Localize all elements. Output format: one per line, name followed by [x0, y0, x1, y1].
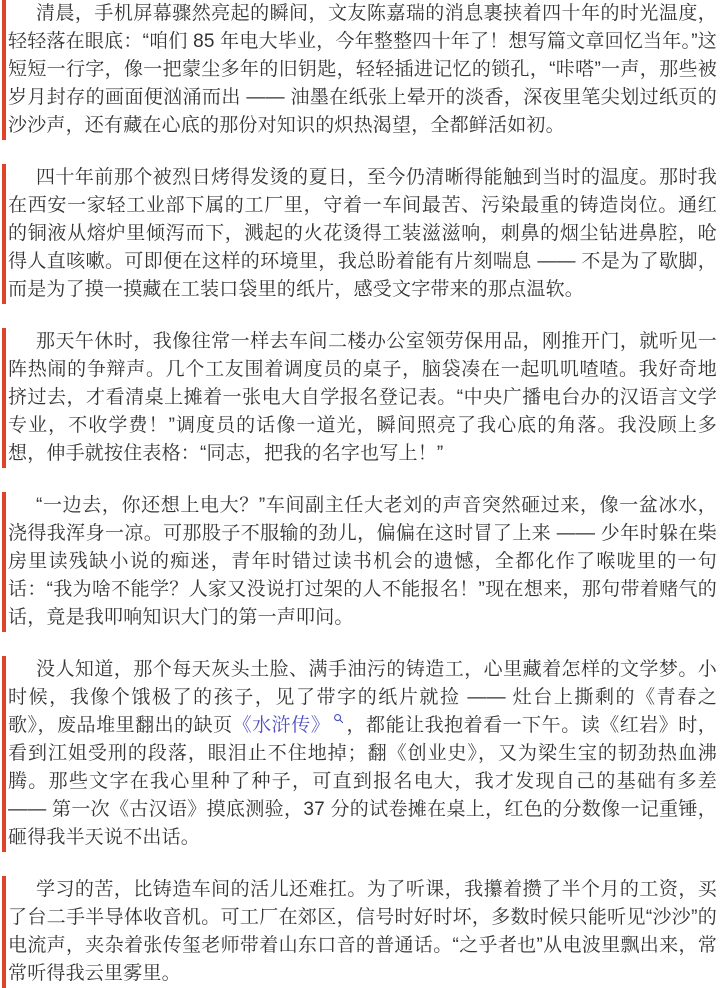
paragraph-5	[2, 656, 717, 852]
paragraph-3: 那天午休时，我像往常一样去车间二楼办公室领劳保用品，刚推开门，就听见一阵热闹的争辩声。几个工友围着调度员的桌子，脑袋凑在一起叽叽喳喳。我好奇地挤过去，才看清桌上摊着一张电大自学报名登记表。“中央广播电台办的汉语言文学专业，不收学费！”调度员的话像一道光，瞬间照亮了我心底的角落。我没顾上多想，伸手就按住表格：“同志，把我的名字也写上！”	[2, 328, 717, 468]
paragraph-text: ，都能让我抱着看一下午。读《红岩》时，看到江姐受刑的段落，眼泪止不住地掉；翻《创业史》，又为梁生宝的韧劲热血沸腾。那些文字在我心里种了种子，可直到报名电大，我才发现自己的基础有多差 —— 第一次《古汉语》摸底测验，37 分的试卷摊在桌上，红色的分数像一记重锤，砸得我半天说不出话。	[8, 715, 717, 848]
paragraph-1: 清晨，手机屏幕骤然亮起的瞬间，文友陈嘉瑞的消息裹挟着四十年的时光温度，轻轻落在眼底：“咱们 85 年电大毕业，今年整整四十年了！想写篇文章回忆当年。”这短短一行字，像一把蒙尘多年的旧钥匙，轻轻插进记忆的锁孔，“咔嗒”一声，那些被岁月封存的画面便汹涌而出 —— 油墨在纸张上晕开的淡香，深夜里笔尖划过纸页的沙沙声，还有藏在心底的那份对知识的炽热渴望，全都鲜活如初。	[2, 0, 717, 140]
paragraph-6: 学习的苦，比铸造车间的活儿还难扛。为了听课，我攥着攒了半个月的工资，买了台二手半导体收音机。可工厂在郊区，信号时好时坏，多数时候只能听见“沙沙”的电流声，夹杂着张传玺老师带着山东口音的普通话。“之乎者也”从电波里飘出来，常常听得我云里雾里。	[2, 876, 717, 988]
book-title-link[interactable]: 《水浒传》	[232, 715, 331, 736]
paragraph-4: “一边去，你还想上电大？”车间副主任大老刘的声音突然砸过来，像一盆冰水，浇得我浑身一凉。可那股子不服输的劲儿，偏偏在这时冒了上来 —— 少年时躲在柴房里读残缺小说的痴迷，青年时错过读书机会的遗憾，全都化作了喉咙里的一句话：“我为啥不能学？人家又没说打过架的人不能报名！”现在想来，那句带着赌气的话，竟是我叩响知识大门的第一声叩问。	[2, 492, 717, 632]
search-icon[interactable]	[333, 713, 344, 724]
paragraph-text: 没人知道，那个每天灰头土脸、满手油污的铸造工，心里藏着怎样的文学梦。小时候，我像个饿极了的孩子，见了带字的纸片就捡 —— 灶台上撕剩的《青春之歌》，废品堆里翻出的缺页	[8, 659, 717, 736]
paragraph-2: 四十年前那个被烈日烤得发烫的夏日，至今仍清晰得能触到当时的温度。那时我在西安一家轻工业部下属的工厂里，守着一车间最苦、污染最重的铸造岗位。通红的铜液从熔炉里倾泻而下，溅起的火花烫得工装滋滋响，刺鼻的烟尘钻进鼻腔，呛得人直咳嗽。可即便在这样的环境里，我总盼着能有片刻喘息 —— 不是为了歇脚，而是为了摸一摸藏在工装口袋里的纸片，感受文字带来的那点温软。	[2, 164, 717, 304]
